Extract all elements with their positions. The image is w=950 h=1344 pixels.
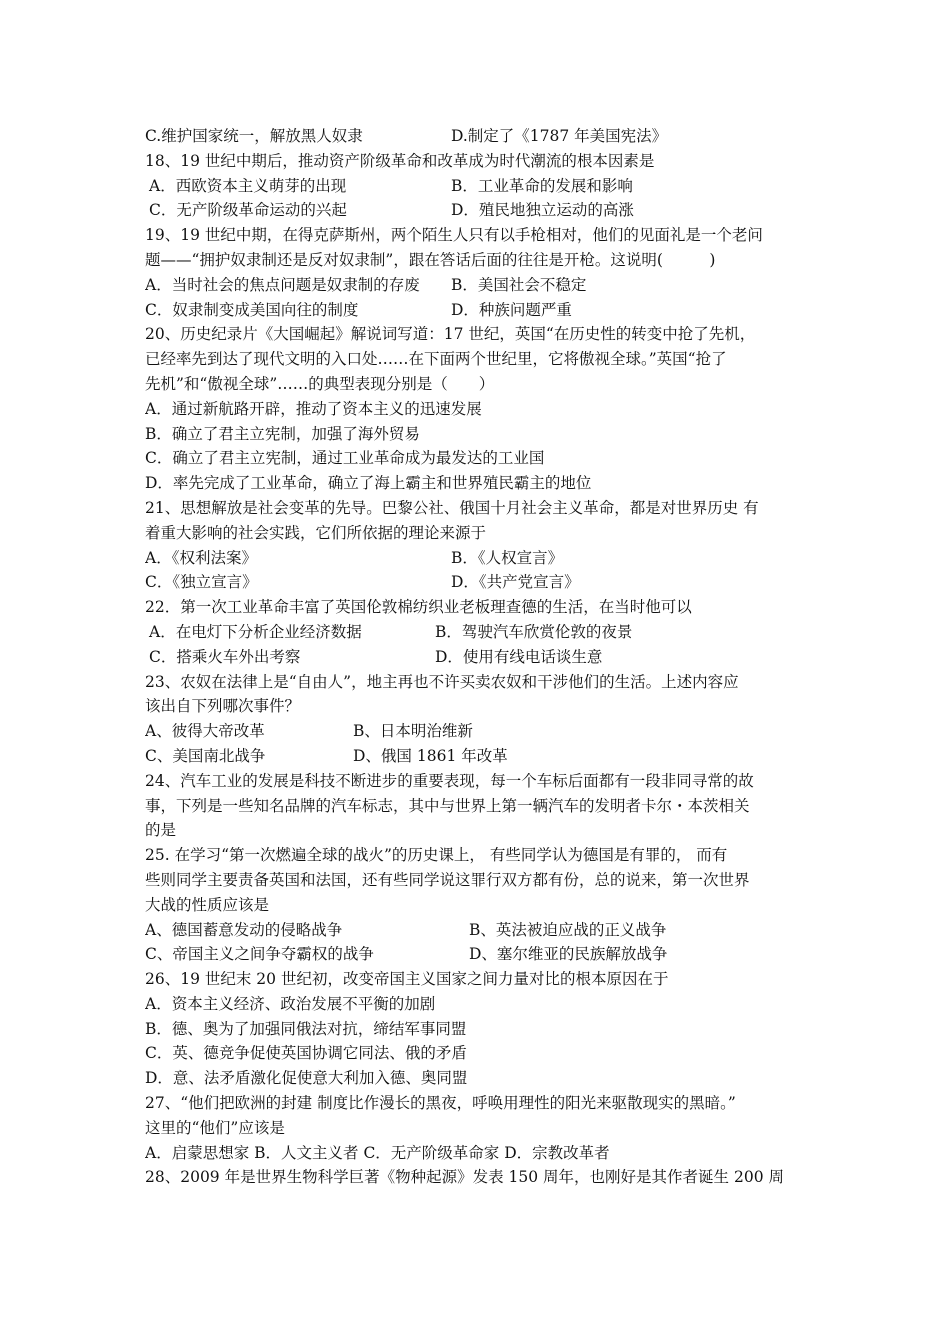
text-line: 已经率先到达了现代文明的入口处……在下面两个世纪里，它将傲视全球。”英国“抢了 bbox=[145, 350, 727, 369]
text-line: 24、汽车工业的发展是科技不断进步的重要表现，每一个车标后面都有一段非同寻常的故 bbox=[145, 771, 754, 790]
answer-option: C．奴隶制变成美国向往的制度 bbox=[145, 300, 359, 319]
document-page bbox=[145, 124, 810, 1190]
text-line: 26、19 世纪末 20 世纪初，改变帝国主义国家之间力量对比的根本原因在于 bbox=[145, 970, 669, 989]
text-line: D．率先完成了工业革命，确立了海上霸主和世界殖民霸主的地位 bbox=[145, 474, 592, 493]
answer-option: C．《独立宣言》 bbox=[145, 573, 258, 592]
text-line: A．启蒙思想家 B．人文主义者 C．无产阶级革命家 D．宗教改革者 bbox=[145, 1143, 610, 1162]
text-line: 22．第一次工业革命丰富了英国伦敦棉纺织业老板理查德的生活，在当时他可以 bbox=[145, 598, 692, 617]
answer-option: B．美国社会不稳定 bbox=[451, 275, 587, 294]
answer-options-row bbox=[145, 942, 810, 967]
answer-option: B．工业革命的发展和影响 bbox=[451, 176, 633, 195]
text-line: B．确立了君主立宪制，加强了海外贸易 bbox=[145, 424, 420, 443]
text-line: 先机”和“傲视全球”……的典型表现分别是（ ） bbox=[145, 374, 495, 393]
answer-options-row bbox=[145, 546, 810, 571]
text-line: 事，下列是一些知名品牌的汽车标志，其中与世界上第一辆汽车的发明者卡尔・本茨相关 bbox=[145, 796, 750, 815]
answer-options-row bbox=[145, 174, 810, 199]
text-line: 25. 在学习“第一次燃遍全球的战火”的历史课上， 有些同学认为德国是有罪的， 而有 bbox=[145, 846, 728, 865]
answer-option: A．西欧资本主义萌芽的出现 bbox=[149, 176, 347, 195]
answer-option: C.维护国家统一，解放黑人奴隶 bbox=[145, 127, 363, 145]
text-line: 该出自下列哪次事件？ bbox=[145, 697, 301, 716]
answer-options-row bbox=[145, 719, 810, 744]
answer-option: C、美国南北战争 bbox=[145, 746, 266, 765]
answer-option: B．《人权宣言》 bbox=[451, 548, 564, 567]
answer-option: B、日本明治维新 bbox=[353, 722, 473, 741]
answer-options-row bbox=[145, 744, 810, 769]
answer-options-row bbox=[145, 198, 810, 223]
answer-option: A．当时社会的焦点问题是奴隶制的存废 bbox=[145, 275, 420, 294]
answer-options-row bbox=[145, 620, 810, 645]
text-line: A．资本主义经济、政治发展不平衡的加剧 bbox=[145, 994, 436, 1013]
text-line: 28、2009 年是世界生物科学巨著《物种起源》发表 150 周年，也刚好是其作者诞生 200 周 bbox=[145, 1168, 784, 1187]
text-line: 27、“他们把欧洲的封建 制度比作漫长的黑夜，呼唤用理性的阳光来驱散现实的黑暗。” bbox=[145, 1094, 736, 1113]
answer-option: B、英法被迫应战的正义战争 bbox=[469, 920, 667, 939]
text-line: C．英、德竞争促使英国协调它同法、俄的矛盾 bbox=[145, 1044, 467, 1063]
answer-option: D.制定了《1787 年美国宪法》 bbox=[451, 127, 668, 145]
text-line: 19、19 世纪中期，在得克萨斯州，两个陌生人只有以手枪相对，他们的见面礼是一个老问 bbox=[145, 226, 763, 245]
answer-option: D、俄国 1861 年改革 bbox=[353, 746, 508, 765]
answer-option: D．殖民地独立运动的高涨 bbox=[451, 201, 634, 220]
answer-options-row bbox=[145, 298, 810, 323]
answer-options-row bbox=[145, 570, 810, 595]
answer-option: C．搭乘火车外出考察 bbox=[149, 647, 301, 666]
text-line: 题——“拥护奴隶制还是反对奴隶制”，跟在答话后面的往往是开枪。这说明( ) bbox=[145, 250, 716, 269]
text-line: 着重大影响的社会实践，它们所依据的理论来源于 bbox=[145, 523, 487, 542]
answer-option: B．驾驶汽车欣赏伦敦的夜景 bbox=[435, 622, 633, 641]
text-line: 的是 bbox=[145, 821, 177, 840]
answer-option: C．无产阶级革命运动的兴起 bbox=[149, 201, 347, 220]
text-line: 20、历史纪录片《大国崛起》解说词写道：17 世纪，英国“在历史性的转变中抢了先机， bbox=[145, 325, 756, 344]
text-line: 大战的性质应该是 bbox=[145, 895, 270, 914]
answer-option: A．《权利法案》 bbox=[145, 548, 257, 567]
text-line: B．德、奥为了加强同俄法对抗，缔结军事同盟 bbox=[145, 1019, 467, 1038]
text-line: 23、农奴在法律上是“自由人”，地主再也不许买卖农奴和干涉他们的生活。上述内容应 bbox=[145, 672, 739, 691]
text-line: A．通过新航路开辟，推动了资本主义的迅速发展 bbox=[145, 399, 482, 418]
text-line: C．确立了君主立宪制，通过工业革命成为最发达的工业国 bbox=[145, 449, 545, 468]
text-line: 这里的“他们”应该是 bbox=[145, 1118, 285, 1137]
answer-option: D、塞尔维亚的民族解放战争 bbox=[469, 945, 668, 964]
answer-option: A．在电灯下分析企业经济数据 bbox=[149, 622, 362, 641]
answer-option: D．使用有线电话谈生意 bbox=[435, 647, 603, 666]
answer-option: D．《共产党宣言》 bbox=[451, 573, 580, 592]
text-line: 些则同学主要责备英国和法国，还有些同学说这罪行双方都有份，总的说来，第一次世界 bbox=[145, 870, 750, 889]
text-line: D．意、法矛盾激化促使意大利加入德、奥同盟 bbox=[145, 1069, 468, 1088]
answer-option: C、帝国主义之间争夺霸权的战争 bbox=[145, 945, 374, 964]
text-line: 18、19 世纪中期后，推动资产阶级革命和改革成为时代潮流的根本因素是 bbox=[145, 151, 655, 170]
answer-option: A、德国蓄意发动的侵略战争 bbox=[145, 920, 343, 939]
answer-options-row bbox=[145, 645, 810, 670]
answer-options-row bbox=[145, 918, 810, 943]
answer-options-row bbox=[145, 273, 810, 298]
text-line: 21、思想解放是社会变革的先导。巴黎公社、俄国十月社会主义革命，都是对世界历史 有 bbox=[145, 498, 759, 517]
answer-option: D．种族问题严重 bbox=[451, 300, 572, 319]
answer-options-row bbox=[145, 124, 810, 149]
answer-option: A、彼得大帝改革 bbox=[145, 722, 265, 741]
